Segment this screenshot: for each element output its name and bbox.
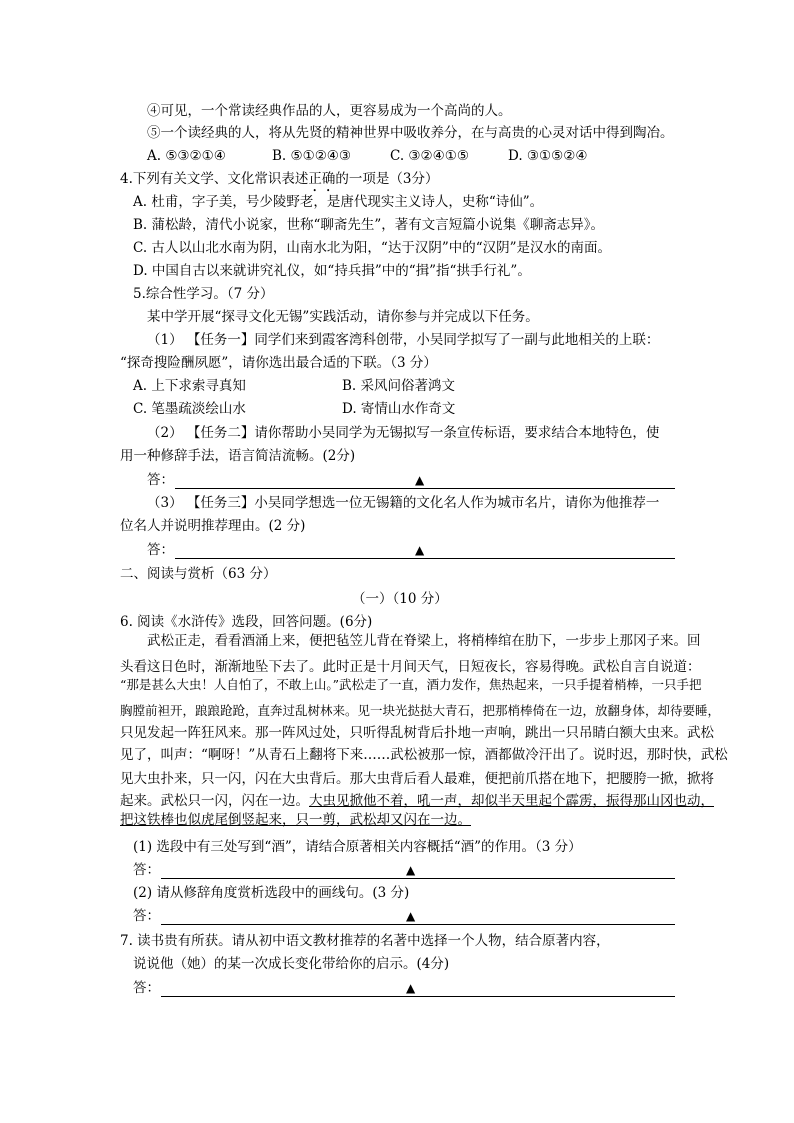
q6-passage-line-5: 只见发起一阵狂风来。那一阵风过处，只听得乱树背后扑地一声响，跳出一只吊睛白额大虫来。武松 <box>120 725 714 741</box>
q4-option-b: B. 蒲松龄，清代小说家，世称“聊斋先生”，著有文言短篇小说集《聊斋志异》。 <box>133 217 605 233</box>
answer-label: 答： <box>133 980 160 996</box>
q6-underlined-sentence-part2: 把这铁棒也似虎尾倒竖起来，只一剪，武松却又闪在一边。 <box>120 812 471 828</box>
q6-passage-line-6: 见了，叫声：“啊呀！”从青石上翻将下来……武松被那一惊，酒都做冷汗出了。说时迟，那时快，武松 <box>120 747 728 763</box>
q4-stem-part-a: 4.下列有关文学、文化常识表述 <box>120 171 309 187</box>
q5-option-b: B. 采风问俗著鸿文 <box>342 378 456 394</box>
answer-label: 答： <box>133 908 160 924</box>
q5-task2-line2: 用一种修辞手法，语言简洁流畅。(2分) <box>120 448 356 464</box>
q3-sentence-5: ⑤一个读经典的人，将从先贤的精神世界中吸收养分，在与高贵的心灵对话中得到陶冶。 <box>147 125 674 141</box>
section-2-title: 二、阅读与赏析（63 分） <box>120 566 277 582</box>
q4-stem-part-b: 的一项是（3分） <box>335 171 439 187</box>
q6-sub2-answer-line[interactable] <box>133 907 675 927</box>
q6-sub1-answer-line[interactable] <box>133 861 675 881</box>
answer-underline <box>161 924 675 925</box>
q4-option-d: D. 中国自古以来就讲究礼仪，如“持兵揖”中的“揖”指“拱手行礼”。 <box>133 263 531 279</box>
triangle-marker-icon: ▲ <box>406 863 416 877</box>
q6-underlined-sentence-part1: 大虫见掀他不着，吼一声，却似半天里起个霹雳，振得那山冈也动， <box>309 793 714 809</box>
q6-passage-line-7: 见大虫扑来，只一闪，闪在大虫背后。那大虫背后看人最难，便把前爪搭在地下，把腰胯一掀，掀将 <box>120 771 714 787</box>
q5-option-c: C. 笔墨疏淡绘山水 <box>133 401 246 417</box>
q6-subquestion-2: (2) 请从修辞角度赏析选段中的画线句。(3 分) <box>133 885 410 901</box>
q5-task1-line1: （1） 【任务一】同学们来到霞客湾科创带，小吴同学拟写了一副与此地相关的上联： <box>147 332 660 348</box>
q7-answer-line[interactable] <box>133 979 675 999</box>
q5-task1-line2: “探奇搜险酬夙愿”，请你选出最合适的下联。（3 分） <box>120 355 437 371</box>
answer-underline <box>161 878 675 879</box>
q3-option-c: C. ③②④①⑤ <box>390 148 469 164</box>
q6-passage-line-2: 头看这日色时，渐渐地坠下去了。此时正是十月间天气，日短夜长，容易得晚。武松自言自说道： <box>120 659 701 675</box>
q3-option-b: B. ⑤①②④③ <box>272 148 352 164</box>
q3-option-a: A. ⑤③②①④ <box>147 148 226 164</box>
q6-passage-line-3: “那是甚么大虫！人自怕了，不敢上山。”武松走了一直，酒力发作，焦热起来，一只手提着梢棒，一只手把 <box>120 677 702 692</box>
section-2-subtitle: （一）（10 分） <box>352 591 448 607</box>
q7-line-1: 7. 读书贵有所获。请从初中语文教材推荐的名著中选择一个人物，结合原著内容， <box>120 933 610 949</box>
q5-task2-answer-line[interactable] <box>147 471 675 491</box>
q6-subquestion-1: (1) 选段中有三处写到“酒”，请结合原著相关内容概括“酒”的作用。（3 分） <box>133 839 582 855</box>
q4-option-a: A. 杜甫，字子美，号少陵野老，是唐代现实主义诗人，史称“诗仙”。 <box>133 194 544 210</box>
q5-task3-line2: 位名人并说明推荐理由。(2 分) <box>120 518 306 534</box>
q6-passage-line-4: 胸膛前袒开，踉踉跄跄，直奔过乱树林来。见一块光挞挞大青石，把那梢棒倚在一边，放翻身体，却待要睡， <box>120 703 721 718</box>
q4-stem-emphasis: 正确 <box>308 171 336 187</box>
q5-task3-line1: （3） 【任务三】小吴同学想选一位无锡籍的文化名人作为城市名片，请你为他推荐一 <box>147 495 660 511</box>
triangle-marker-icon: ▲ <box>406 909 416 923</box>
triangle-marker-icon: ▲ <box>406 981 416 995</box>
q3-option-d: D. ③①⑤②④ <box>508 148 588 164</box>
q5-task2-line1: （2） 【任务二】请你帮助小吴同学为无锡拟写一条宣传标语，要求结合本地特色，使 <box>147 425 660 441</box>
q7-line-2: 说说他（她）的某一次成长变化带给你的启示。(4分) <box>133 956 450 972</box>
q6-passage-line-8 <box>120 792 714 810</box>
answer-label: 答： <box>147 472 174 488</box>
q5-option-a: A. 上下求索寻真知 <box>133 378 246 394</box>
triangle-marker-icon: ▲ <box>415 543 425 557</box>
q5-intro: 某中学开展“探寻文化无锡”实践活动，请你参与并完成以下任务。 <box>147 309 539 325</box>
q4-stem <box>120 170 438 195</box>
q5-title: 5.综合性学习。（7 分） <box>133 286 274 302</box>
q3-sentence-4: ④可见，一个常读经典作品的人，更容易成为一个高尚的人。 <box>147 103 512 119</box>
answer-label: 答： <box>133 862 160 878</box>
q5-task3-answer-line[interactable] <box>147 541 675 561</box>
q4-option-c: C. 古人以山北水南为阴，山南水北为阳，“达于汉阴”中的“汉阴”是汉水的南面。 <box>133 240 612 256</box>
answer-label: 答： <box>147 542 174 558</box>
answer-underline <box>161 996 675 997</box>
q6-title: 6. 阅读《水浒传》选段，回答问题。(6分) <box>120 614 373 630</box>
triangle-marker-icon: ▲ <box>415 473 425 487</box>
q6-passage-line-8-plain: 起来。武松只一闪，闪在一边。 <box>120 793 309 809</box>
answer-underline <box>175 488 675 489</box>
q6-passage-line-1: 武松正走，看看酒涌上来，便把毡笠儿背在脊梁上，将梢棒绾在肋下，一步步上那冈子来。回 <box>147 633 701 649</box>
answer-underline <box>175 558 675 559</box>
q5-option-d: D. 寄情山水作奇文 <box>342 401 456 417</box>
